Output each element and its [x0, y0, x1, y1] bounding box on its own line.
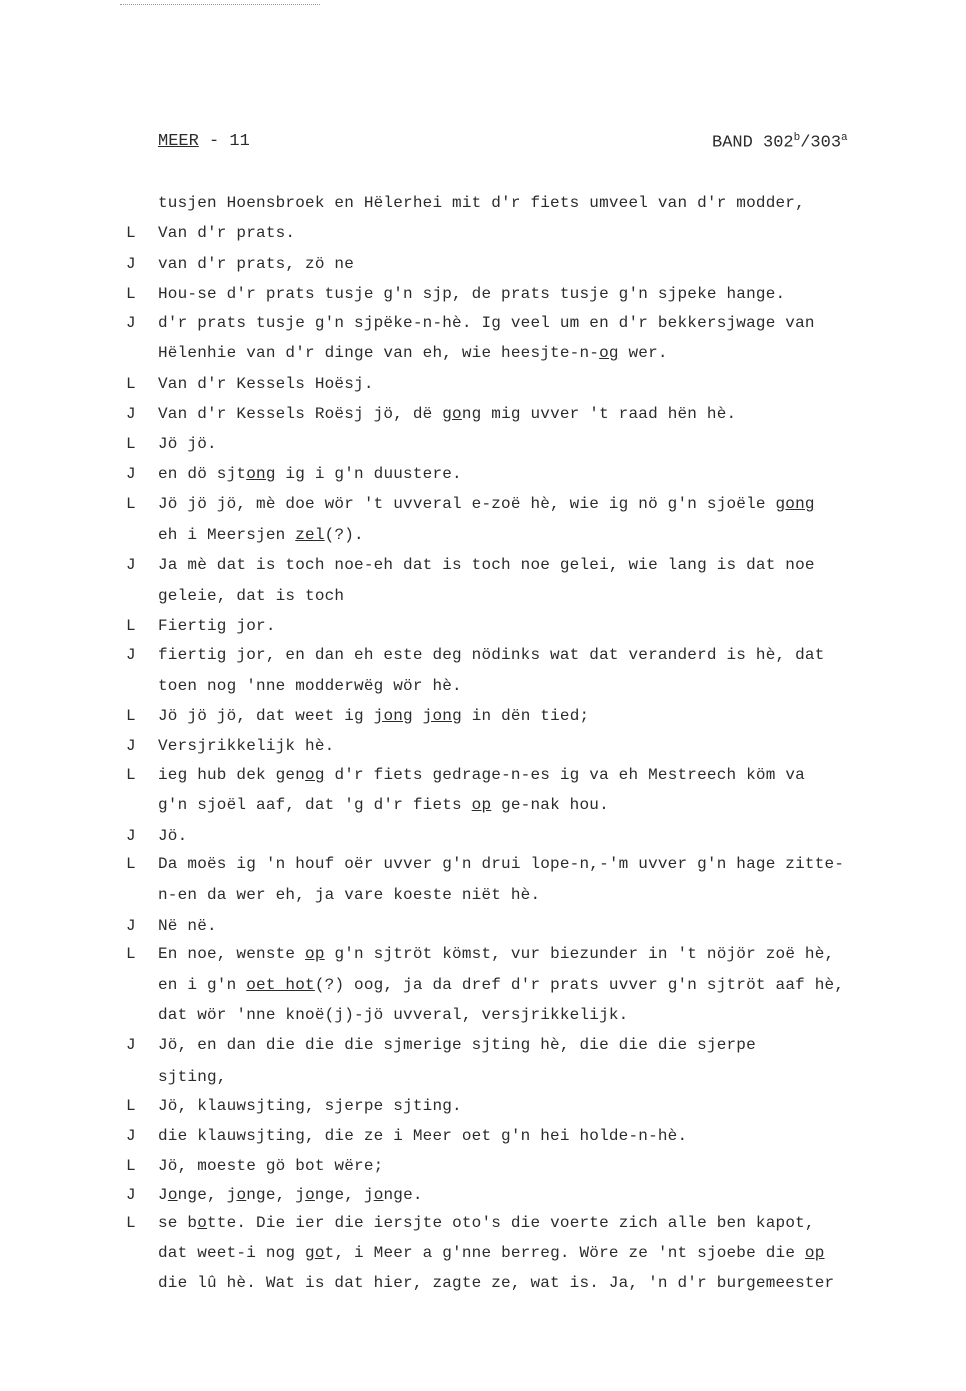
transcript-line — [158, 434, 898, 454]
speaker-label: L — [126, 375, 136, 393]
speaker-label: J — [126, 1036, 136, 1054]
transcript-line — [158, 944, 898, 964]
underlined-text: zel — [295, 526, 325, 544]
line-text: ieg hub dek gen — [158, 766, 306, 784]
underlined-text: o — [197, 1214, 208, 1232]
band-sup-2: a — [841, 132, 848, 144]
page-number: - 11 — [209, 132, 250, 151]
speaker-label: J — [126, 1127, 136, 1145]
underlined-text: o — [314, 1244, 325, 1262]
line-text: Jö. — [158, 827, 188, 845]
transcript-line — [158, 826, 898, 846]
line-text: nge, j — [246, 1186, 306, 1204]
underlined-text: op — [471, 796, 492, 814]
speaker-label: J — [126, 405, 136, 423]
transcript-line — [158, 975, 898, 995]
transcript-line — [158, 706, 898, 726]
line-text: Da moës ig 'n houf oër uvver g'n drui lope-n,-'m uvver g'n hage zitte- — [158, 855, 845, 873]
line-text: Van d'r prats. — [158, 224, 296, 242]
line-text: en dö sjt — [158, 465, 247, 483]
speaker-label: L — [126, 435, 136, 453]
line-text: Jö, en dan die die die sjmerige sjting hè, die die die sjerpe — [158, 1036, 756, 1054]
scan-specks — [120, 4, 320, 9]
line-text — [413, 707, 423, 725]
transcript-line — [158, 284, 898, 304]
line-text: ge-nak hou. — [491, 796, 609, 814]
line-text: Në në. — [158, 917, 217, 935]
line-text: sjting, — [158, 1068, 227, 1086]
line-text: Jö, moeste gö bot wëre; — [158, 1157, 384, 1175]
underlined-text: op — [305, 945, 325, 963]
line-text: ig i g'n duustere. — [275, 465, 462, 483]
band-prefix: BAND 302 — [712, 133, 794, 153]
line-text: (?). — [324, 526, 364, 544]
line-text: tusjen Hoensbroek en Hëlerhei mit d'r fiets umveel van d'r modder, — [158, 194, 805, 212]
line-text: g'n sjtröt kömst, vur biezunder in 't nöjör zoë hè, — [324, 945, 835, 963]
speaker-label: L — [126, 617, 136, 635]
transcript-line — [158, 616, 898, 636]
transcript-line — [158, 1243, 898, 1263]
speaker-label: J — [126, 1186, 136, 1204]
transcript-line — [158, 193, 898, 213]
transcript-line — [158, 313, 898, 333]
speaker-label: J — [126, 255, 136, 273]
line-text: van d'r prats, zö ne — [158, 255, 355, 273]
line-text: geleie, dat is toch — [158, 587, 345, 605]
line-text: Hou-se d'r prats tusje g'n sjp, de prats tusje g'n sjpeke hange. — [158, 285, 786, 303]
underlined-text: op — [804, 1244, 825, 1262]
line-text: nge, j — [314, 1186, 374, 1204]
line-text: tte. Die ier die iersjte oto's die voerte zich alle ben kapot, — [207, 1214, 815, 1232]
underlined-text: jong — [422, 707, 462, 725]
speaker-label: L — [126, 707, 136, 725]
speaker-label: J — [126, 827, 136, 845]
line-text: se b — [158, 1214, 198, 1232]
transcript-line — [158, 1067, 898, 1087]
line-text: Jö, klauwsjting, sjerpe sjting. — [158, 1097, 462, 1115]
speaker-label: L — [126, 766, 136, 784]
transcript-line — [158, 1005, 898, 1025]
transcript-line — [158, 525, 898, 545]
underlined-text: og — [599, 344, 619, 362]
underlined-text: og — [305, 766, 325, 784]
speaker-label: L — [126, 1157, 136, 1175]
transcript-line — [158, 223, 898, 243]
line-text: wer. — [618, 344, 668, 362]
line-text: g'n sjoël aaf, dat 'g d'r fiets — [158, 796, 472, 814]
transcript-line — [158, 586, 898, 606]
speaker-label: L — [126, 224, 136, 242]
transcript-line — [158, 343, 898, 363]
underlined-text: oet hot — [246, 976, 315, 994]
line-text: eh i Meersjen — [158, 526, 296, 544]
line-text: nge. — [383, 1186, 423, 1204]
transcript-line — [158, 795, 898, 815]
band-sup-1: b — [793, 132, 801, 144]
line-text: nge, j — [177, 1186, 237, 1204]
underlined-text: o — [373, 1186, 384, 1204]
transcript-line — [158, 765, 898, 785]
transcript-line — [158, 254, 898, 274]
transcript-line — [158, 555, 898, 575]
line-text: En noe, wenste — [158, 945, 306, 963]
line-text: Versjrikkelijk hè. — [158, 737, 335, 755]
line-text: n-en da wer eh, ja vare koeste niët hè. — [158, 886, 541, 904]
line-text: Fiertig jor. — [158, 617, 276, 635]
line-text: Ja mè dat is toch noe-eh dat is toch noe gelei, wie lang is dat noe — [158, 556, 815, 574]
line-text: (?) oog, ja da dref d'r prats uvver g'n sjtröt aaf hè, — [314, 976, 845, 994]
transcript-line — [158, 374, 898, 394]
line-text: Jö jö jö, dat weet ig — [158, 707, 374, 725]
transcript-line — [158, 404, 898, 424]
line-text: Hëlenhie van d'r dinge van eh, wie heesjte-n- — [158, 344, 600, 362]
transcript-line — [158, 1035, 898, 1055]
header-title: MEER — [158, 132, 199, 151]
underlined-text: jong — [373, 707, 413, 725]
line-text: Jö jö jö, mè doe wör 't uvveral e-zoë hè, wie ig nö g'n sjoële — [158, 495, 776, 513]
line-text: d'r prats tusje g'n sjpëke-n-hè. Ig veel um en d'r bekkersjwage van — [158, 314, 815, 332]
page-header-left — [158, 132, 250, 151]
speaker-label: L — [126, 285, 136, 303]
transcript-line — [158, 494, 898, 514]
transcript-line — [158, 1156, 898, 1176]
transcript-line — [158, 1273, 898, 1293]
speaker-label: L — [126, 1097, 136, 1115]
line-text: en i g'n — [158, 976, 247, 994]
line-text: fiertig jor, en dan eh este deg nödinks wat dat veranderd is hè, dat — [158, 646, 825, 664]
transcript-line — [158, 736, 898, 756]
line-text: Van d'r Kessels Hoësj. — [158, 375, 374, 393]
transcript-line — [158, 1185, 898, 1205]
speaker-label: L — [126, 945, 136, 963]
underlined-text: go — [442, 405, 462, 423]
line-text: toen nog 'nne modderwëg wör hè. — [158, 677, 462, 695]
band-reference — [712, 132, 848, 153]
transcript-line — [158, 464, 898, 484]
speaker-label: L — [126, 495, 136, 513]
underlined-text: o — [305, 1186, 315, 1204]
line-text: dat weet-i nog g — [158, 1244, 315, 1262]
speaker-label: J — [126, 737, 136, 755]
line-text: t, i Meer a g'nne berreg. Wöre ze 'nt sjoebe die — [324, 1244, 805, 1262]
underlined-text: ong — [246, 465, 276, 483]
underlined-text: o — [236, 1186, 247, 1204]
speaker-label: L — [126, 855, 136, 873]
speaker-label: J — [126, 556, 136, 574]
speaker-label: L — [126, 1214, 136, 1232]
transcript-line — [158, 1096, 898, 1116]
underlined-text: gong — [775, 495, 815, 513]
speaker-label: J — [126, 314, 136, 332]
line-text: die klauwsjting, die ze i Meer oet g'n hei holde-n-hè. — [158, 1127, 688, 1145]
line-text: Van d'r Kessels Roësj jö, dë — [158, 405, 443, 423]
line-text: in dën tied; — [461, 707, 590, 725]
line-text: J — [158, 1186, 168, 1204]
transcript-line — [158, 885, 898, 905]
line-text: d'r fiets gedrage-n-es ig va eh Mestreech köm va — [324, 766, 805, 784]
transcript-line — [158, 676, 898, 696]
transcript-line — [158, 1126, 898, 1146]
transcript-line — [158, 1213, 898, 1233]
band-mid: /303 — [800, 133, 842, 153]
transcript-line — [158, 854, 898, 874]
line-text: dat wör 'nne knoë(j)-jö uvveral, versjrikkelijk. — [158, 1006, 629, 1024]
speaker-label: J — [126, 917, 136, 935]
underlined-text: o — [167, 1186, 178, 1204]
line-text: ng mig uvver 't raad hën hè. — [461, 405, 737, 423]
line-text: Jö jö. — [158, 435, 217, 453]
transcript-line — [158, 645, 898, 665]
transcript-line — [158, 916, 898, 936]
speaker-label: J — [126, 646, 136, 664]
line-text: die lû hè. Wat is dat hier, zagte ze, wat is. Ja, 'n d'r burgemeester — [158, 1274, 835, 1292]
speaker-label: J — [126, 465, 136, 483]
